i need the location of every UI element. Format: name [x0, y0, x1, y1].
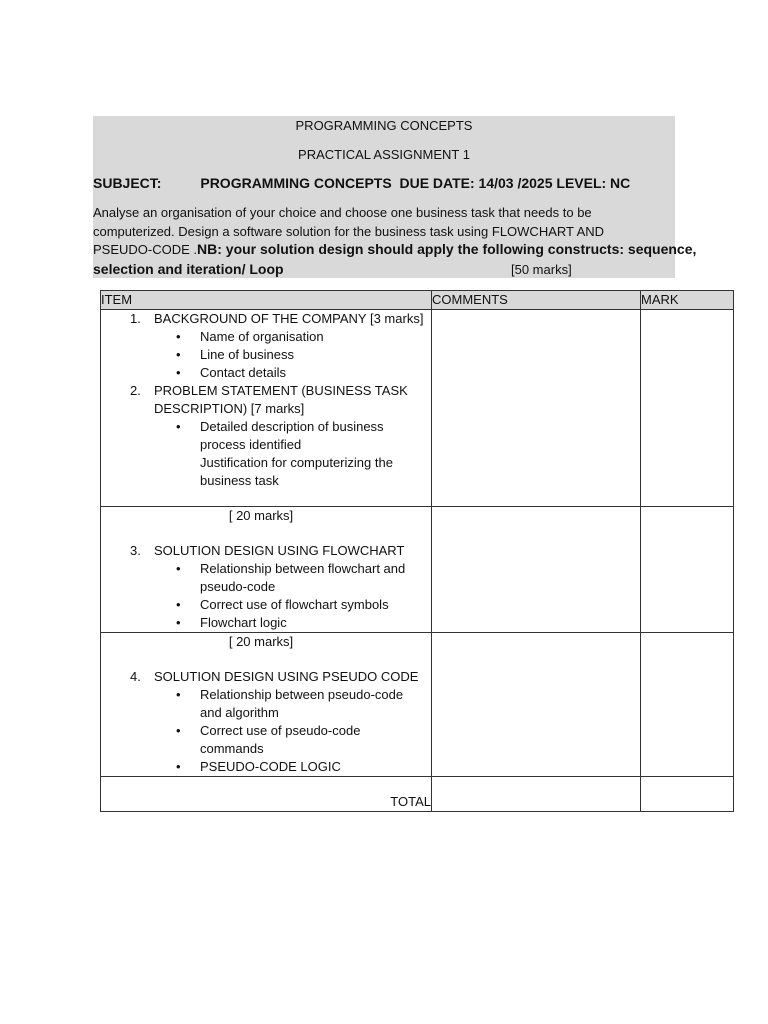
- list-item: Justification for computerizing the business task: [200, 455, 393, 488]
- marking-table: [100, 290, 734, 812]
- item-cell-3: [101, 507, 432, 633]
- description-line-3-normal: PSEUDO-CODE .: [93, 242, 198, 257]
- subject-line: SUBJECT: PROGRAMMING CONCEPTS DUE DATE: 14/03 /2025 LEVEL: NC: [93, 175, 631, 191]
- list-item: • Name of organisation: [176, 329, 324, 344]
- comments-cell[interactable]: [432, 507, 641, 633]
- item-cell-1: [101, 310, 432, 507]
- list-item: 4. SOLUTION DESIGN USING PSEUDO CODE: [130, 669, 419, 684]
- bullet-icon: •: [176, 687, 181, 702]
- doc-subtitle: PRACTICAL ASSIGNMENT 1: [298, 147, 470, 162]
- table-row: [101, 507, 734, 633]
- header-item: ITEM: [101, 291, 432, 310]
- total-mark-cell[interactable]: [641, 777, 734, 812]
- total-comments-cell[interactable]: [432, 777, 641, 812]
- item-cell-4: [101, 633, 432, 777]
- total-row: [101, 777, 734, 812]
- description-constructs: selection and iteration/ Loop: [93, 261, 284, 277]
- bullet-icon: •: [176, 419, 181, 434]
- mark-cell[interactable]: [641, 507, 734, 633]
- mark-cell[interactable]: [641, 633, 734, 777]
- section-marks: [ 20 marks]: [228, 634, 294, 649]
- list-item: 2. PROBLEM STATEMENT (BUSINESS TASK DESCRIPTION) [7 marks]: [130, 383, 408, 416]
- table-row: [101, 633, 734, 777]
- list-item: • Detailed description of business process identified: [176, 419, 384, 452]
- header-comments: COMMENTS: [432, 291, 641, 310]
- bullet-icon: •: [176, 759, 181, 774]
- list-item: • Line of business: [176, 347, 294, 362]
- list-item: • Flowchart logic: [176, 615, 287, 630]
- description-line-2: computerized. Design a software solution for the business task using FLOWCHART AND: [93, 224, 605, 239]
- description-line-3: [93, 241, 697, 257]
- comments-cell[interactable]: [432, 310, 641, 507]
- section-marks: [ 20 marks]: [228, 508, 294, 523]
- list-item: • Contact details: [176, 365, 286, 380]
- list-item: • Relationship between pseudo-code and algorithm: [176, 687, 404, 720]
- bullet-icon: •: [176, 597, 181, 612]
- bullet-icon: •: [176, 561, 181, 576]
- bullet-icon: •: [176, 723, 181, 738]
- description-line-4: [93, 261, 675, 277]
- description-line-1: Analyse an organisation of your choice and choose one business task that needs to be: [93, 205, 592, 220]
- total-label: TOTAL: [101, 777, 432, 812]
- mark-cell[interactable]: [641, 310, 734, 507]
- list-item: • Correct use of pseudo-code commands: [176, 723, 361, 756]
- list-item: • PSEUDO-CODE LOGIC: [176, 759, 341, 774]
- doc-title: PROGRAMMING CONCEPTS: [295, 118, 473, 133]
- bullet-icon: •: [176, 347, 181, 362]
- table-header-row: [101, 291, 734, 310]
- list-item: 3. SOLUTION DESIGN USING FLOWCHART: [130, 543, 405, 558]
- list-item: • Relationship between flowchart and pseudo-code: [176, 561, 406, 594]
- header-mark: MARK: [641, 291, 734, 310]
- description-nb: NB: your solution design should apply the following constructs: sequence,: [197, 241, 697, 257]
- list-item: • Correct use of flowchart symbols: [176, 597, 389, 612]
- list-item: 1. BACKGROUND OF THE COMPANY [3 marks]: [130, 311, 424, 326]
- bullet-icon: •: [176, 365, 181, 380]
- bullet-icon: •: [176, 329, 181, 344]
- comments-cell[interactable]: [432, 633, 641, 777]
- bullet-icon: •: [176, 615, 181, 630]
- table-row: [101, 310, 734, 507]
- total-marks: [50 marks]: [511, 262, 572, 277]
